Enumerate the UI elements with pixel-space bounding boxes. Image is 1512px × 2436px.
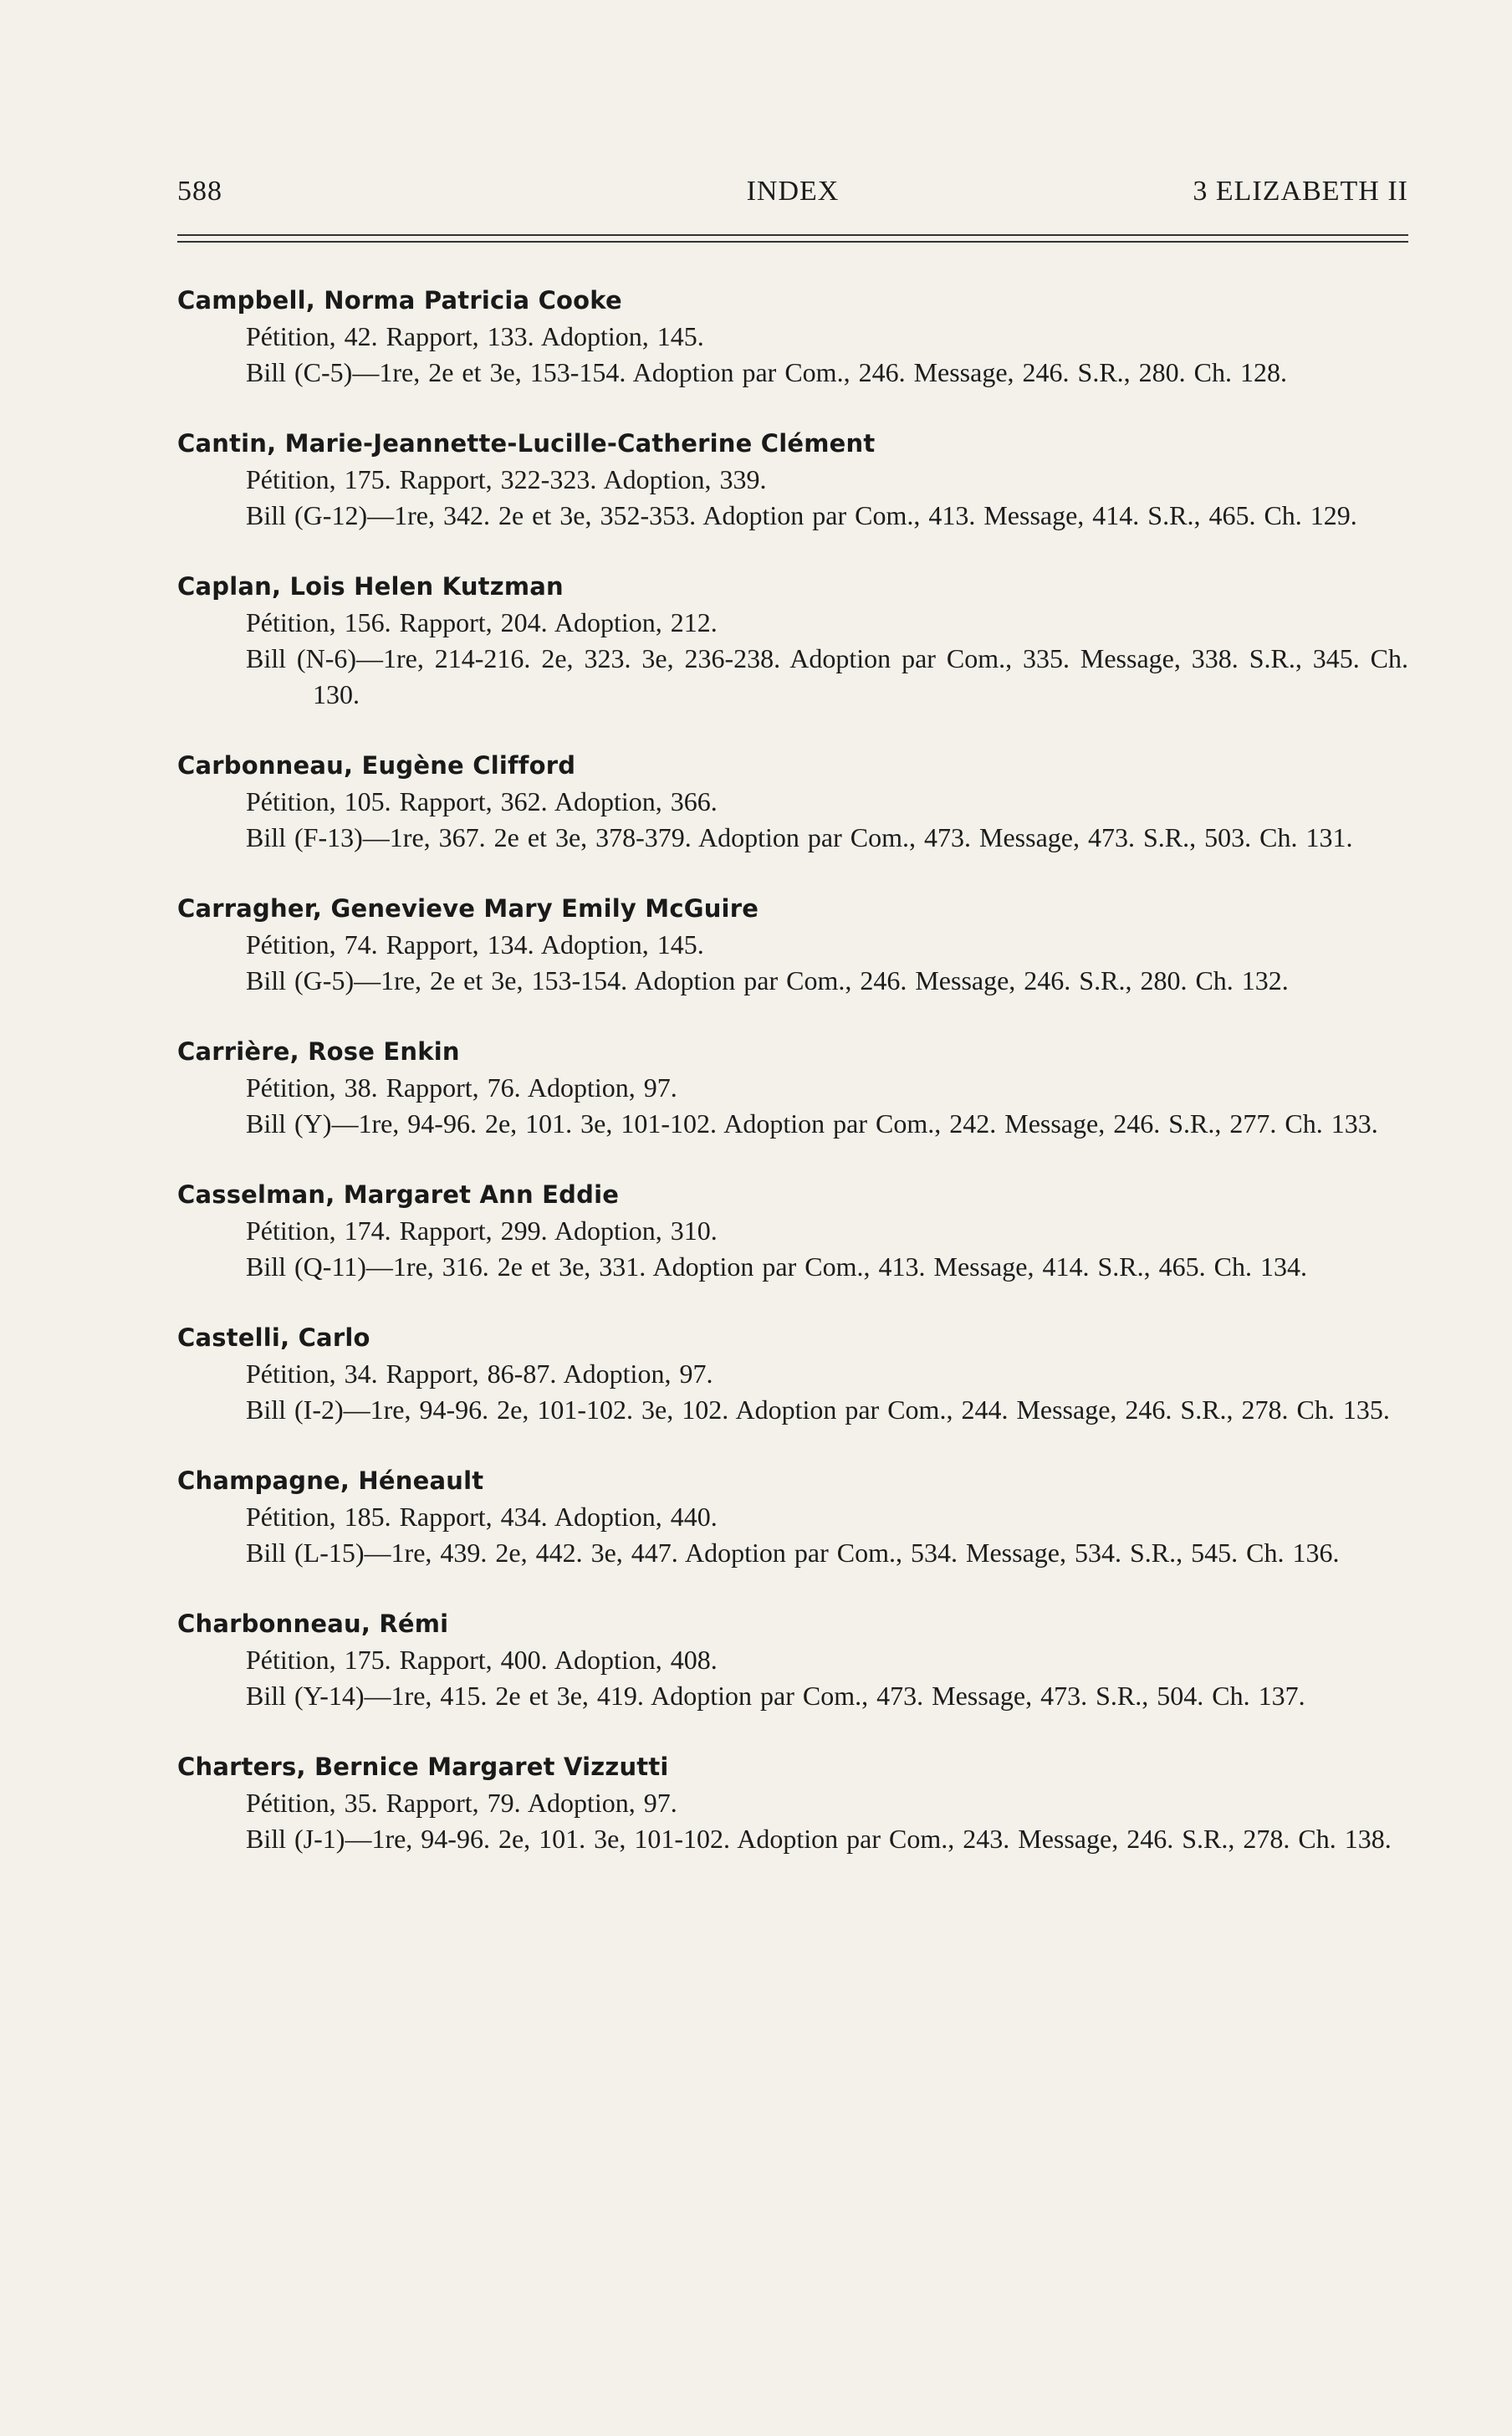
entry-bill-line: Bill (Y-14)—1re, 415. 2e et 3e, 419. Adoption par Com., 473. Message, 473. S.R., 504. Ch. 137. [246, 1681, 1305, 1711]
entry-bill-line: Bill (G-12)—1re, 342. 2e et 3e, 352-353. Adoption par Com., 413. Message, 414. S.R., 465. Ch. 129. [246, 500, 1357, 530]
entry-name: Casselman, Margaret Ann Eddie [177, 1180, 620, 1209]
entry-bill-line: Bill (C-5)—1re, 2e et 3e, 153-154. Adoption par Com., 246. Message, 246. S.R., 280. Ch. 128. [246, 357, 1288, 387]
entry-petition-line: Pétition, 175. Rapport, 400. Adoption, 408. [246, 1645, 718, 1675]
index-entry [177, 1034, 1408, 1142]
entry-name: Champagne, Héneault [177, 1466, 484, 1495]
entry-petition-line: Pétition, 34. Rapport, 86-87. Adoption, 97. [246, 1359, 713, 1389]
index-entry [177, 1177, 1408, 1285]
header-double-rule [177, 234, 1408, 243]
entry-bill-line: Bill (N-6)—1re, 214-216. 2e, 323. 3e, 236-238. Adoption par Com., 335. Message, 338. S.R., 345. Ch. 130. [246, 643, 1408, 709]
entry-bill-line: Bill (L-15)—1re, 439. 2e, 442. 3e, 447. Adoption par Com., 534. Message, 534. S.R., 545. Ch. 136. [246, 1538, 1340, 1568]
running-head [177, 176, 1408, 216]
index-entries [177, 283, 1408, 1857]
entry-name: Carbonneau, Eugène Clifford [177, 751, 576, 780]
entry-petition-line: Pétition, 185. Rapport, 434. Adoption, 440. [246, 1502, 718, 1532]
entry-bill-line: Bill (J-1)—1re, 94-96. 2e, 101. 3e, 101-102. Adoption par Com., 243. Message, 246. S.R., 278. Ch. 138. [246, 1824, 1392, 1854]
entry-name: Carrière, Rose Enkin [177, 1037, 460, 1066]
index-entry [177, 283, 1408, 391]
entry-petition-line: Pétition, 105. Rapport, 362. Adoption, 366. [246, 786, 718, 816]
entry-petition-line: Pétition, 35. Rapport, 79. Adoption, 97. [246, 1788, 677, 1818]
entry-name: Caplan, Lois Helen Kutzman [177, 572, 564, 601]
entry-petition-line: Pétition, 42. Rapport, 133. Adoption, 145. [246, 321, 704, 351]
entry-petition-line: Pétition, 74. Rapport, 134. Adoption, 145. [246, 929, 704, 960]
entry-name: Cantin, Marie-Jeannette-Lucille-Catherine Clément [177, 429, 876, 458]
entry-name: Charbonneau, Rémi [177, 1610, 449, 1638]
entry-bill-line: Bill (Q-11)—1re, 316. 2e et 3e, 331. Adoption par Com., 413. Message, 414. S.R., 465. Ch. 134. [246, 1251, 1307, 1282]
entry-petition-line: Pétition, 38. Rapport, 76. Adoption, 97. [246, 1072, 677, 1103]
section-title: INDEX [746, 176, 840, 207]
entry-bill-line: Bill (F-13)—1re, 367. 2e et 3e, 378-379. Adoption par Com., 473. Message, 473. S.R., 503. Ch. 131. [246, 822, 1353, 852]
entry-bill-line: Bill (I-2)—1re, 94-96. 2e, 101-102. 3e, 102. Adoption par Com., 244. Message, 246. S.R., 278. Ch. 135. [246, 1395, 1390, 1425]
page-number: 588 [177, 176, 222, 207]
entry-name: Carragher, Genevieve Mary Emily McGuire [177, 894, 759, 923]
index-entry [177, 891, 1408, 999]
index-entry [177, 426, 1408, 534]
entry-bill-line: Bill (Y)—1re, 94-96. 2e, 101. 3e, 101-102. Adoption par Com., 242. Message, 246. S.R., 277. Ch. 133. [246, 1108, 1378, 1139]
index-entry [177, 1606, 1408, 1714]
entry-petition-line: Pétition, 174. Rapport, 299. Adoption, 310. [246, 1215, 718, 1246]
entry-petition-line: Pétition, 175. Rapport, 322-323. Adoption, 339. [246, 464, 767, 494]
index-entry [177, 1320, 1408, 1428]
index-entry [177, 1749, 1408, 1857]
index-page [177, 176, 1408, 1892]
session-title: 3 ELIZABETH II [1193, 176, 1408, 207]
entry-petition-line: Pétition, 156. Rapport, 204. Adoption, 212. [246, 607, 718, 637]
entry-name: Charters, Bernice Margaret Vizzutti [177, 1753, 669, 1781]
index-entry [177, 1463, 1408, 1571]
entry-bill-line: Bill (G-5)—1re, 2e et 3e, 153-154. Adoption par Com., 246. Message, 246. S.R., 280. Ch. 132. [246, 965, 1289, 995]
index-entry [177, 569, 1408, 713]
entry-name: Campbell, Norma Patricia Cooke [177, 286, 622, 315]
index-entry [177, 748, 1408, 856]
entry-name: Castelli, Carlo [177, 1323, 370, 1352]
